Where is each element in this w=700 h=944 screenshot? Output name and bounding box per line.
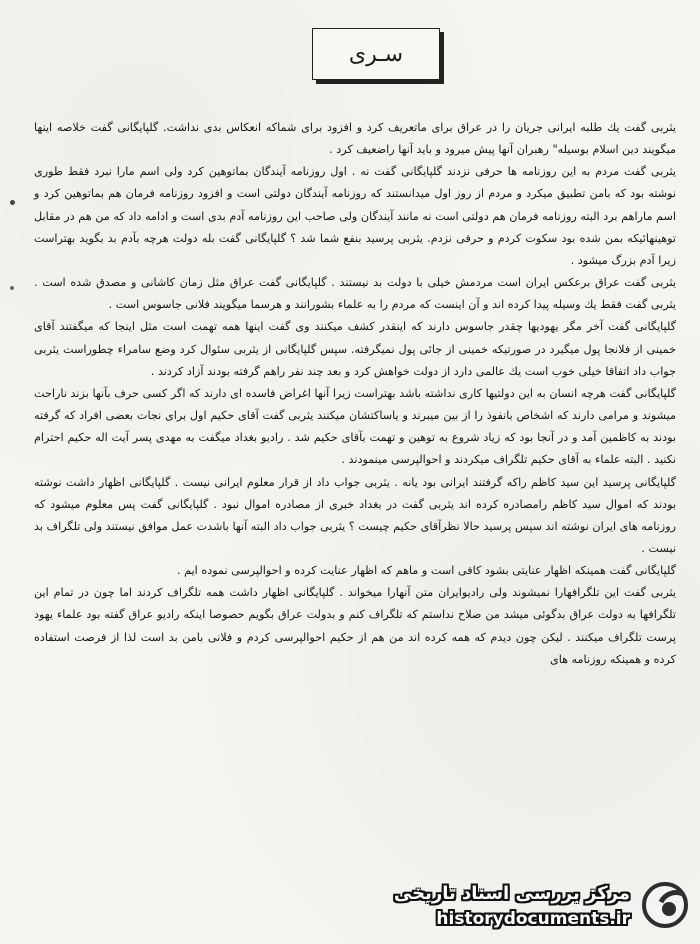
archive-logo-icon bbox=[642, 882, 688, 928]
watermark-url: historydocuments.ir bbox=[436, 909, 630, 929]
paragraph: يثربى گفت عراق برعكس ايران است مردمش خيلى با دولت بد نيستند . گلپايگانى گفت عراق مثل زمان كاشانى و مصدق شده است . يثربى گفت فقط يك وسيله پيدا كرده اند و آن اينست كه مردم را به علماء بشورانند و هرسما ميگويند فلانى جاسوس است . bbox=[34, 276, 676, 312]
archive-watermark bbox=[393, 874, 688, 936]
paragraph: گلپايگانى گفت همينكه اظهار عنايتى بشود كافى است و ماهم كه اظهار عنايت كرده و احوالپرسى نموده ايم . bbox=[177, 564, 676, 578]
paragraph: يثربى گفت اين تلگرافهارا نميشوند ولى راديوايران متن آنهارا ميخواند . گلپايگانى اظهار داشت همه تلگراف كردند اما چون در تمام اين تلگرافها به دولت عراق بدگوئى ميشد من صلاح نداستم كه تلگراف كنم و بدولت عراق بگويم حصوصا اينكه راديو عراق گفته بود علماء يهود پرست تلگراف ميكنند . ليكن چون ديدم كه همه كرده اند من هم از حكيم احوالپرسى كردم و فلانى بامن بد است لذا از فرصت استفاده كرده و همينكه روزنامه هاى bbox=[34, 586, 676, 666]
margin-mark bbox=[10, 200, 15, 205]
paragraph: گلپايگانى گفت هرچه انسان به اين دولتيها كارى نداشته باشد بهتراست زيرا آنها اغراض فاسده اى دارند كه اگر كسى حرف بآنها بزند ناراحت ميشوند و مرامى دارند كه اشخاص بانفوذ را از بين ميبرند و ياساكتشان ميكنند يثربى گفت آقاى حكيم اول براى نجات بعضى افراد كه گرفته بودند به كاظمين آمد و در آنجا بود كه زياد شروع به توهين و تهمت بآقاى حكيم شد . راديو بغداد ميگفت به مهدى پسر آيت اله حكيم احترام نكنيد . البته علماء به آقاى حكيم تلگراف ميكردند و احوالپرسى مينمودند . bbox=[34, 386, 676, 467]
paragraph: يثربى گفت مردم به اين روزنامه ها حرفى نزدند گلپايگانى گفت نه . اول روزنامه آيندگان بماتوهين كرد ولى اسم مارا نبرد فقط طورى نوشته بود كه بامن تطبيق ميكرد و مردم از روز اول ميدانستند كه روزنامه آيندگان دولتى است و افزود روزنامه فرمان هم بماتوهين كرد و اسم ماراهم برد البته روزنامه فرمان هم دولتى است نه مانند آيندگان ولى صاحب اين روزنامه آدم بدى است و ادامه داد كه من هم در مقابل توهينهائيكه بمن شده بود سكوت كردم و حرفى نزدم. يثربى پرسيد بنفع شما شد ؟ گلپايگانى گفت بله دولت هرچه بآدم بد بگويد بهتراست زيرا آدم بزرگ ميشود . bbox=[34, 165, 676, 267]
paragraph: گلپايگانى گفت آخر مگر يهوديها چقدر جاسوس دارند كه اينقدر كشف ميكنند وى گفت اينها همه تهمت است مثل اينجا كه ميگفتند آقاى خمينى از فلانجا پول ميگيرد در صورتيكه خمينى از جائى پول نميگرفته. سپس گلپايگانى از يثربى سئوال كرد وضع سامراء چطوراست يثربى جواب داد اتفاقا خيلى خوب است يك عالمى دارد از دولت خواهش كرد و بعد چند نفر راهم گرفته بودند آزاد كردند . bbox=[34, 320, 676, 378]
paragraph: گلپايگانى پرسيد اين سيد كاظم راكه گرفتند ايرانى بود يانه . يثربى جواب داد از قرار معلوم ايرانى نيست . گلپايگانى اظهار داشت نوشته بودند كه اموال سيد كاظم رامصادره كرده اند يثربى گفت در بغداد خبرى از مصادره اموال نبود . گلپايگانى گفت پس معلوم ميشود كه روزنامه هاى ايران نوشته اند سپس پرسيد حالا نظرآقاى حكيم چيست ؟ يثربى جواب داد البته آنها باشدت عمل موافق نيستند ولى تلگراف بد نيست . bbox=[34, 475, 676, 555]
margin-mark bbox=[10, 286, 14, 290]
document-body bbox=[34, 117, 676, 671]
paragraph: يثربى گفت يك طلبه ايرانى جريان را در عراق براى ماتعريف كرد و افزود براى شماكه انعكاس بدى نداشت. گلپايگانى گفت خلاصه اينها ميگويند دين اسلام بوسيله" رهبران آنها پيش ميرود و بايد آنها راضعيف كرد . bbox=[34, 121, 676, 157]
document-title: سـرى bbox=[348, 41, 404, 67]
watermark-title: مركز بررسى اسناد تاريخى bbox=[393, 883, 630, 904]
document-title-box bbox=[312, 28, 440, 80]
